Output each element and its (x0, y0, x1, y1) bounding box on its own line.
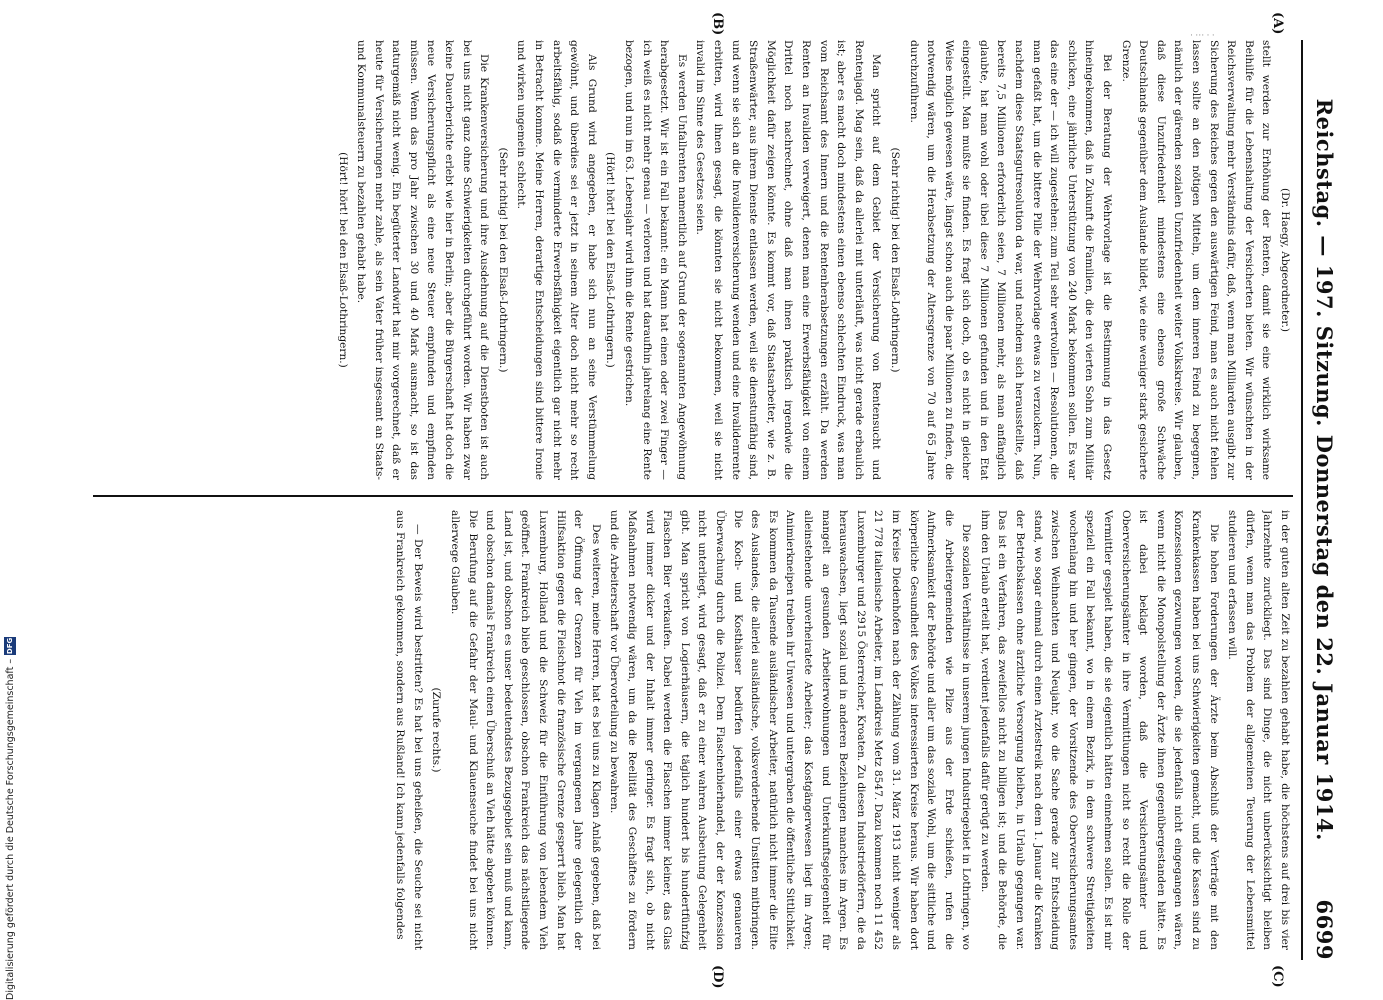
header-rule (1301, 40, 1303, 960)
margin-letter-a: (A) (1270, 12, 1285, 35)
paragraph: Es werden Unfallrenten namentlich auf Grund der sogenannten Angewöhnung herabgesetzt. Wir ist ein Fall bekannt: ein Mann hat einen oder zwei Finger — ich weiß es nicht mehr genau — verloren und hat daraufhin jahrelang eine Rente bezogen, und nun im 63. Lebensjahr wird ihm die Rente gestrichen. (623, 40, 688, 480)
credit-text: Digitalisierung gefördert durch die Deutsche Forschungsgemeinschaft – (4, 658, 16, 1000)
paragraph: Des weiteren, meine Herren, hat es bei uns zu Klagen Anlaß gegeben, daß bei der Öffnung der Grenzen für Vieh im vergangenen Jahre gelegentlich der Hilfsaktion gegen die Fleischnot die französische Grenze gesperrt blieb. Man hat Luxemburg, Holland und die Schweiz für die Einführung von lebendem Vieh geöffnet. Frankreich blieb geschlossen, obschon Frankreich das nächstliegende Land ist, und obschon es unser bedeutendstes Bezugsgebiet sein muß und kann, und obschon damals Frankreich einen Überschuß an Vieh hätte abgeben können. Die Berufung auf die Gefahr der Maul- und Klauenseuche findet bei uns nicht allerwege Glauben. (449, 510, 602, 950)
paragraph: — Der Beweis wird bestritten? Es hat bei uns geheißen, die Seuche sei nicht aus Frankreich gekommen, sondern aus Rußland! Ich kann jedenfalls folgendes (394, 510, 424, 950)
interjection: (Hört! hört! bei den Elsaß-Lothringern.) (336, 152, 349, 368)
paragraph: stellt werden zur Erhöhung der Renten, damit sie eine wirklich wirksame Beihilfe für die Lebenshaltung der Versicherten bieten. Wir wünschten in der Reichsverwaltung mehr Verständnis dafür, daß, wenn man Milliarden ausgibt zur Sicherung des Reiches gegen den auswärtigen Feind, man es auch nicht fehlen lassen sollte an den nötigen Mitteln, um dem inneren Feind zu begegnen, nämlich der gärenden sozialen Unzufriedenheit weiter Volkskreise. Wir glauben, daß diese Unzufriedenheit mindestens eine ebenso große Schwäche Deutschlands gegenüber dem Auslande bildet, wie eine weniger stark gesicherte Grenze. (1119, 40, 1273, 480)
paragraph: Man spricht auf dem Gebiet der Versicherung von Rentensucht und Rentenjagd. Mag sein, daß da allerlei mit unterläuft, was nicht gerade erbaulich ist; aber es macht doch mindestens einen ebenso schlechten Eindruck, was man vom Reichsamt des Innern und die Rentenherabsetzungen erzählt. Da werden Renten an Invaliden verweigert, denen man eine Erwerbsfähigkeit von einem Drittel noch nachrechnet, ohne daß man ihnen praktisch irgendwie die Möglichkeit dafür zeigen könnte. Es kommt vor, daß Staatsarbeiter, wie z. B. Straßenwärter, aus ihrem Dienste entlassen werden, weil sie dienstunfähig sind, und wenn sie sich an die Invalidenversicherung wenden und eine Invalidenrente erbitten, wird ihnen gesagt, die könnten sie nicht bekommen, weil sie nicht invalid im Sinne des Gesetzes seien. (694, 40, 883, 480)
speaker-label: (Dr. Haegy, Abgeordneter.) (1279, 188, 1291, 332)
paragraph: Bei der Beratung der Wehrvorlage ist die Bestimmung in das Gesetz hineingekommen, daß in Zukunft die Familien, die den vierten Sohn zum Militär schicken, eine jährliche Unterstützung von 240 Mark bekommen sollen. Es war das eine der — ich will zugestehen: zum Teil sehr wertvollen — Resolutionen, die man gefaßt hat, um die bittere Pille der Wehrvorlage etwas zu verzuckern. Nun, nachdem diese Staatsgutresolution da war, und nachdem sich herausstellte, daß bereits 7,5 Millionen erforderlich seien, 7 Millionen mehr, als man anfänglich glaubte, hat man wohl oder übel diese 7 Millionen gefunden und in den Etat eingestellt. Man mußte sie finden. Es fragt sich doch, ob es nicht in gleicher Weise möglich gewesen wäre, längst schon auch die paar Millionen zu finden, die notwendig wären, um die Herabsetzung der Altersgrenze von 70 auf 65 Jahre durchzuführen. (907, 40, 1114, 480)
scan-speck: · ··· · · (1190, 30, 1215, 40)
paragraph: in der guten alten Zeit zu bezahlen gehabt habe, die höchstens auf drei bis vier Jahrzehnte zurückliegt. Das sind Dinge, die nicht unberücksichtigt bleiben dürfen, wenn man das Problem der allgemeinen Teuerung der Lebensmittel studieren und erfassen will. (1226, 510, 1291, 950)
interjection: (Sehr richtig! bei den Elsaß-Lothringern.) (496, 147, 509, 373)
interjection: (Hört! hört! bei den Elsaß-Lothringern.) (604, 152, 617, 368)
paragraph: Die Krankenversicherung und ihre Ausdehnung auf die Dienstboten ist auch bei uns nicht ganz ohne Schwierigkeiten durchgeführt worden. Wir haben zwar keine Dauerberichte erlebt wie hier in Berlin; aber die Bürgerschaft hat doch die neue Versicherungspflicht als eine neue Steuer empfunden und empfinden müssen. Wenn das pro Jahr zwischen 30 und 40 Mark ausmacht, so ist das naturgemäß nicht wenig. Ein begüterter Landwirt hat mir vorgerechnet, daß er heute für Versicherungen mehr zahle, als sein Vater früher insgesamt an Staats- und Kommunalsteuern zu bezahlen gehabt habe. (355, 40, 491, 480)
dfg-logo: DFG (6, 637, 14, 655)
margin-letter-d: (D) (710, 965, 725, 989)
header-title: Reichstag. — 197. Sitzung. Donnerstag den 22. Januar 1914. (1312, 98, 1338, 841)
page-header (1305, 40, 1345, 960)
digitization-credit (2, 600, 18, 1000)
right-column (93, 510, 1293, 950)
interjection: (Zurufe rechts.) (430, 687, 443, 773)
margin-letter-b: (B) (710, 12, 725, 36)
paragraph: Als Grund wird angegeben, er habe sich nun an seine Verstümmelung gewöhnt, und überdies sei er jetzt in seinem Alter doch nicht mehr so recht arbeitsfähig, sodaß die verminderte Erwerbsfähigkeit eigentlich gar nicht mehr in Betracht komme. Meine Herren, derartige Entscheidungen sind bittere Ironie und wirken ungemein schlecht. (515, 40, 598, 480)
left-column (93, 40, 1293, 480)
paragraph: Die hohen Forderungen der Ärzte beim Abschluß der Verträge mit den Krankenkassen haben bei uns Schwierigkeiten gemacht, und die Kassen sind zu Konzessionen gezwungen worden, die sie jedenfalls nicht eingegangen wären, wenn nicht die Monopolstellung der Ärzte ihnen gegenübergestanden hätte. Es ist dabei beklagt worden, daß die Versicherungsämter und Oberversicherungsämter in ihre Vermittlungen nicht so recht die Rolle der Vermittler gespielt haben, die sie eigentlich hätten einnehmen sollen. Es ist mir speziell ein Fall bekannt, wo in einem Bezirk, in dem schwere Streitigkeiten wochenlang hin und her gingen, der Vorsitzende des Oberversicherungsamtes zwischen Weihnachten und Neujahr, wo die Sache gerade zur Entscheidung stand, wo sogar einmal durch einen Arztestreik nach dem 1. Januar die Kranken der Betriebskassen ohne ärztliche Versorgung bleiben, in Urlaub gegangen war. Das ist ein Verfahren, das zweifellos nicht zu billigen ist; und die Behörde, die ihm den Urlaub erteilt hat, verdient jedenfalls dafür gerügt zu werden. (978, 510, 1220, 950)
page-number: 6699 (1312, 899, 1338, 960)
margin-letter-c: (C) (1270, 965, 1285, 988)
rotated-newspaper-sheet (75, 12, 1345, 989)
column-divider (93, 495, 1293, 497)
paragraph: Die sozialen Verhältnisse in unserem jungen Industriegebiet in Lothringen, wo die Arbeitergemeinden wie Pilze aus der Erde schießen, rufen die Aufmerksamkeit der Behörde und aller um das soziale Wohl, um die sittliche und körperliche Gesundheit des Volkes interessierten Kreise heraus. Wir haben dort im Kreise Diedenhofen nach der Zählung vom 31. März 1913 nicht weniger als 21 778 italienische Arbeiter, im Landkreis Metz 8547. Dazu kommen noch 11 452 Luxemburger und 2915 Österreicher, Kroaten. Zu diesen Industriedörfern, die da herauswachsen, liegt sozial und in anderen Beziehungen manches im Argen. Es mangelt an gesunden Arbeiterwohnungen und Unterkunftsgelegenheit für alleinstehende unverheiratete Arbeiter; das Kostgängerwesen liegt im Argen; Animierkneipen treiben ihr Unwesen und untergraben die öffentliche Sittlichkeit. Es kommen da Tausende ausländischer Arbeiter, natürlich nicht immer die Elite des Auslandes, die allerlei ausländische, volksverderbende Unsitten mitbringen. Die Koch- und Kosthäuser bedürfen jedenfalls einer etwas genaueren Überwachung durch die Polizei. Dem Flaschenbierhandel, der der Konzession nicht unterliegt, wird gesagt, daß er zu einer wahren Ausbeutung Gelegenheit gibt. Man spricht von Logierhäusern, die täglich hundert bis hundertfünfzig Flaschen Bier verkaufen. Dabei werden die Flaschen immer kleiner, das Glas wird immer dicker und der Inhalt immer geringer. Es fragt sich, ob nicht Maßnahmen notwendig wären, um da die Reellität des Geschäftes zu fördern und die Arbeiterschaft vor Übervorteilung zu bewahren. (608, 510, 973, 950)
interjection: (Sehr richtig! bei den Elsaß-Lothringern.) (888, 147, 901, 373)
